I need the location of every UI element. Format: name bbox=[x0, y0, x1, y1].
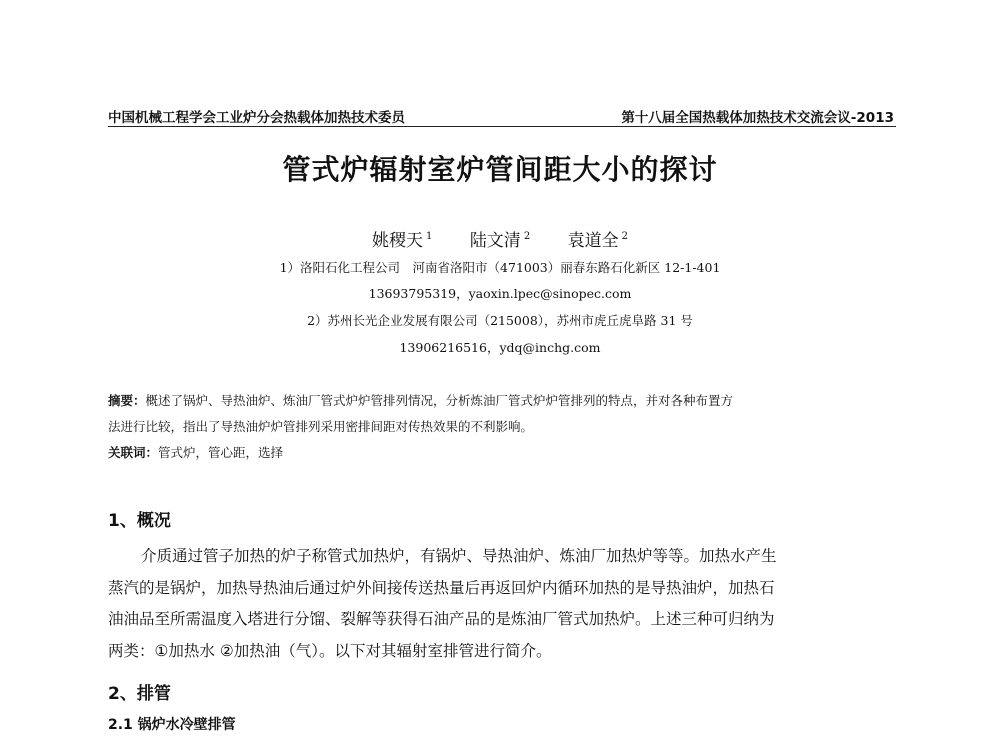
author-1 bbox=[372, 231, 432, 251]
affiliation-2: 2）苏州长光企业发展有限公司（215008），苏州市虎丘虎阜路 31 号 bbox=[307, 313, 693, 328]
body-line: 两类：①加热水 ②加热油（气）。以下对其辐射室排管进行简介。 bbox=[108, 641, 552, 660]
header-divider bbox=[108, 126, 896, 127]
subsection-heading-boiler-tubes: 2.1 锅炉水冷壁排管 bbox=[108, 717, 236, 733]
running-header-left: 中国机械工程学会工业炉分会热载体加热技术委员 bbox=[108, 110, 405, 126]
abstract-line-1 bbox=[108, 388, 898, 414]
author-2 bbox=[470, 231, 530, 251]
abstract-text: 概述了锅炉、导热油炉、炼油厂管式炉炉管排列情况，分析炼油厂管式炉炉管排列的特点，并对各种布置方 bbox=[145, 393, 734, 408]
author-name: 姚稷天 bbox=[372, 231, 424, 251]
body-line: 介质通过管子加热的炉子称管式加热炉，有锅炉、导热油炉、炼油厂加热炉等等。加热水产生 bbox=[141, 547, 777, 565]
running-header-right: 第十八届全国热载体加热技术交流会议-2013 bbox=[621, 110, 894, 126]
affiliation-1-contact: 13693795319，yaoxin.lpec@sinopec.com bbox=[368, 286, 632, 301]
paper-title: 管式炉辐射室炉管间距大小的探讨 bbox=[282, 153, 718, 186]
author-name: 陆文清 bbox=[469, 231, 521, 251]
abstract-block bbox=[108, 388, 898, 466]
keywords-line bbox=[108, 440, 898, 466]
author-3 bbox=[568, 231, 628, 251]
affiliation-1: 1）洛阳石化工程公司 河南省洛阳市（471003）丽春东路石化新区 12-1-401 bbox=[279, 260, 721, 275]
section-overview-body bbox=[108, 541, 900, 667]
keywords-label: 关联词： bbox=[108, 445, 159, 460]
author-affiliation-mark: 2 bbox=[621, 231, 628, 243]
author-affiliation-mark: 1 bbox=[426, 231, 433, 243]
author-name: 袁道全 bbox=[567, 231, 619, 251]
section-heading-tube-layout: 2、排管 bbox=[108, 684, 171, 704]
affiliation-2-contact: 13906216516，ydq@inchg.com bbox=[399, 340, 601, 355]
author-affiliation-mark: 2 bbox=[523, 231, 531, 243]
body-line: 油油品至所需温度入塔进行分馏、裂解等获得石油产品的是炼油厂管式加热炉。上述三种可归纳为 bbox=[108, 610, 775, 628]
section-heading-overview: 1、概况 bbox=[108, 511, 171, 531]
keywords-text: 管式炉，管心距，选择 bbox=[158, 445, 284, 460]
abstract-line-2: 法进行比较，指出了导热油炉炉管排列采用密排间距对传热效果的不利影响。 bbox=[108, 419, 534, 434]
author-list bbox=[0, 226, 1000, 251]
abstract-label: 摘要： bbox=[108, 393, 146, 408]
body-line: 蒸汽的是锅炉，加热导热油后通过炉外间接传送热量后再返回炉内循环加热的是导热油炉，加热石 bbox=[108, 578, 775, 597]
